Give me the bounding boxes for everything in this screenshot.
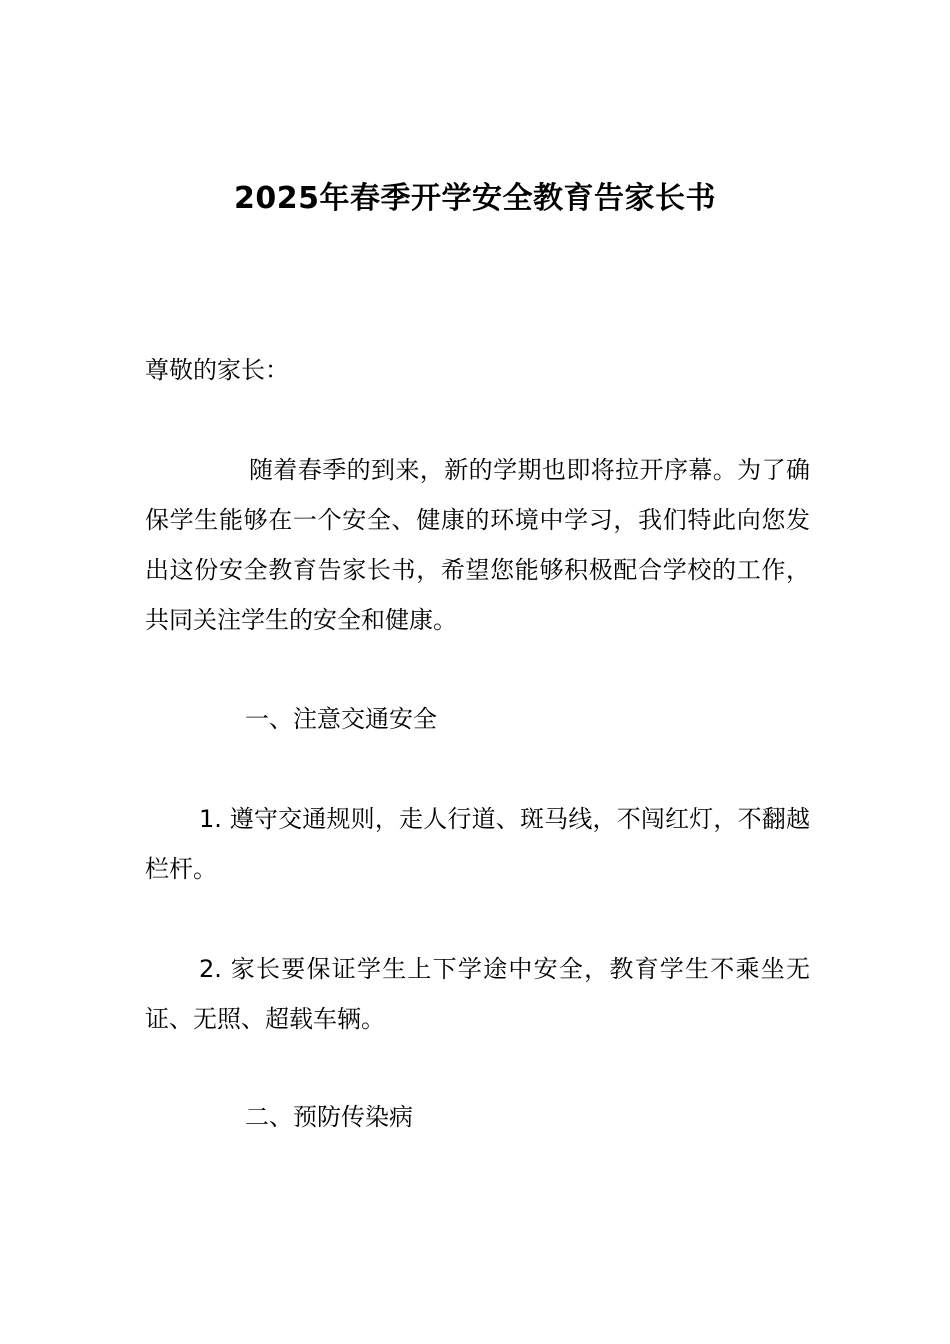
list-item: 2. 家长要保证学生上下学途中安全，教育学生不乘坐无证、无照、超载车辆。 <box>145 955 810 1033</box>
document-title: 2025年春季开学安全教育告家长书 <box>234 181 716 217</box>
section-heading-disease-prevention: 二、预防传染病 <box>245 1103 413 1131</box>
list-item: 1. 遵守交通规则，走人行道、斑马线，不闯红灯，不翻越栏杆。 <box>145 805 810 883</box>
salutation: 尊敬的家长： <box>145 356 289 384</box>
section-heading-traffic-safety: 一、注意交通安全 <box>245 705 437 733</box>
intro-paragraph: 随着春季的到来，新的学期也即将拉开序幕。为了确保学生能够在一个安全、健康的环境中学习，我们特此向您发出这份安全教育告家长书，希望您能够积极配合学校的工作，共同关注学生的安全和健康。 <box>145 456 810 634</box>
